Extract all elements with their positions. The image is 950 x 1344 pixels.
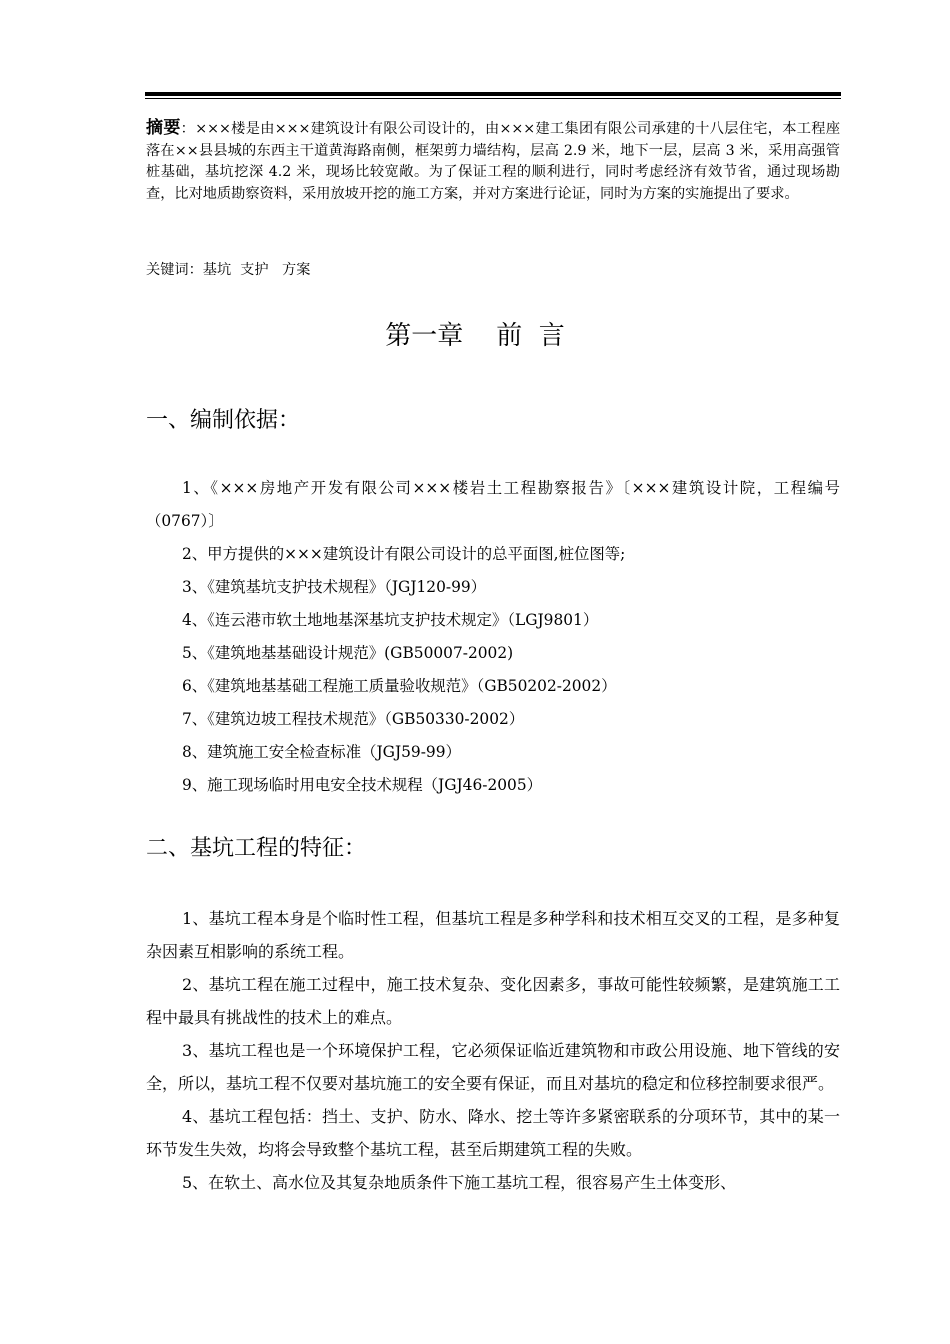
reference-item: 5、《建筑地基基础设计规范》(GB50007-2002) [182, 644, 514, 662]
abstract-label: 摘要 [146, 118, 181, 138]
reference-item: 1、《×××房地产开发有限公司×××楼岩土工程勘察报告》〔×××建筑设计院，工程编号（0767）〕 [146, 479, 840, 530]
reference-item: 4、《连云港市软土地地基深基坑支护技术规定》（LGJ9801） [182, 611, 599, 629]
feature-paragraph: 3、基坑工程也是一个环境保护工程，它必须保证临近建筑物和市政公用设施、地下管线的安全，所以，基坑工程不仅要对基坑施工的安全要有保证，而且对基坑的稳定和位移控制要求很严。 [146, 1041, 840, 1093]
abstract-text: ：×××楼是由×××建筑设计有限公司设计的，由×××建工集团有限公司承建的十八层住宅，本工程座落在××县县城的东西主干道黄海路南侧，框架剪力墙结构，层高 2.9 米，地下一层，层高 3 米，采用高强管桩基础，基坑挖深 4.2 米，现场比较宽敞。为了保证工程的顺利进行，同时考虑经济有效节省，通过现场勘查，比对地质勘察资料，采用放坡开挖的施工方案，并对方案进行论证，同时为方案的实施提出了要求。 [146, 121, 841, 202]
header-rule-thick [145, 92, 841, 96]
reference-item: 6、《建筑地基基础工程施工质量验收规范》（GB50202-2002） [182, 677, 617, 695]
reference-item: 3、《建筑基坑支护技术规程》（JGJ120-99） [182, 578, 487, 596]
reference-item: 2、甲方提供的×××建筑设计有限公司设计的总平面图,桩位图等; [182, 545, 626, 563]
section-heading-basis: 一、编制依据： [146, 408, 301, 433]
feature-list [146, 902, 840, 1199]
feature-paragraph: 5、在软土、高水位及其复杂地质条件下施工基坑工程，很容易产生土体变形、 [182, 1173, 737, 1192]
reference-list [146, 472, 840, 802]
reference-item: 9、施工现场临时用电安全技术规程（JGJ46-2005） [182, 776, 543, 794]
abstract-paragraph [146, 118, 840, 205]
feature-paragraph: 4、基坑工程包括：挡土、支护、防水、降水、挖土等许多紧密联系的分项环节，其中的某一环节发生失效，均将会导致整个基坑工程，甚至后期建筑工程的失败。 [146, 1107, 840, 1159]
feature-paragraph: 2、基坑工程在施工过程中，施工技术复杂、变化因素多，事故可能性较频繁，是建筑施工工程中最具有挑战性的技术上的难点。 [146, 975, 840, 1027]
header-rule-thin [145, 98, 841, 99]
keywords-line: 关键词：基坑 支护 方案 [146, 262, 311, 278]
reference-item: 8、建筑施工安全检查标准（JGJ59-99） [182, 743, 461, 761]
feature-paragraph: 1、基坑工程本身是个临时性工程，但基坑工程是多种学科和技术相互交叉的工程，是多种复杂因素互相影响的系统工程。 [146, 909, 840, 961]
chapter-title: 第一章 前 言 [385, 321, 565, 351]
reference-item: 7、《建筑边坡工程技术规范》（GB50330-2002） [182, 710, 525, 728]
section-heading-features: 二、基坑工程的特征： [146, 836, 367, 861]
